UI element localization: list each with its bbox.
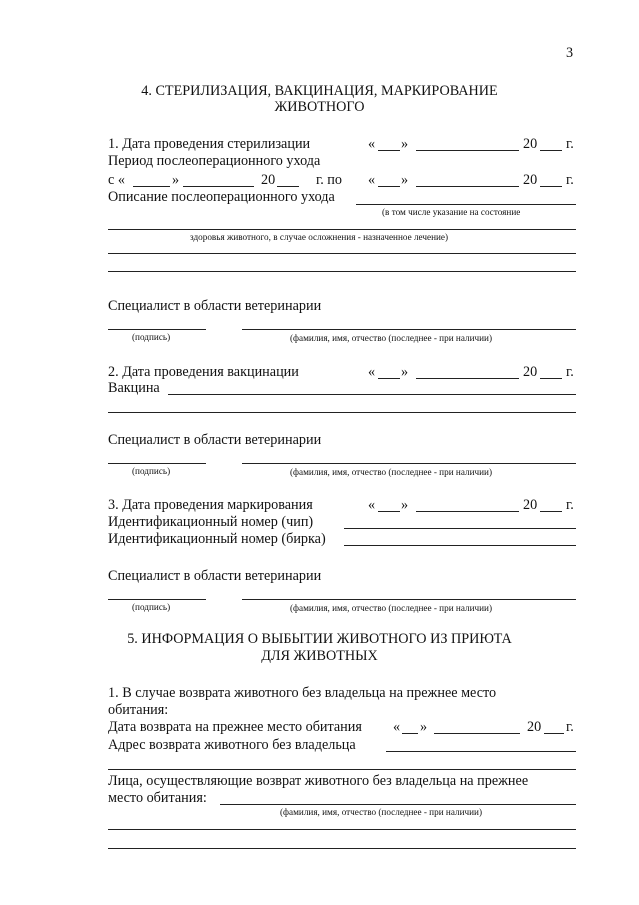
from-label: с « xyxy=(108,172,125,188)
persons-name-line[interactable] xyxy=(220,804,576,805)
close-quote: » xyxy=(401,364,409,380)
id-chip-label: Идентификационный номер (чип) xyxy=(108,514,314,530)
postop-description-line-2[interactable] xyxy=(108,229,576,230)
open-quote: « xyxy=(368,172,376,188)
return-address-line[interactable] xyxy=(386,751,576,752)
vaccine-line[interactable] xyxy=(168,394,576,395)
from-year-line[interactable] xyxy=(277,186,299,187)
year-prefix: 20 xyxy=(523,364,538,380)
close-quote: » xyxy=(172,172,180,188)
postop-period-label: Период послеоперационного ухода xyxy=(108,153,321,169)
postop-description-line-4[interactable] xyxy=(108,271,576,272)
return-text-line1: 1. В случае возврата животного без владельца на прежнее место xyxy=(108,685,497,701)
sterilization-date-label: 1. Дата проведения стерилизации xyxy=(108,136,311,152)
close-quote: » xyxy=(420,719,428,735)
day-line[interactable] xyxy=(378,378,400,379)
marking-date-label: 3. Дата проведения маркирования xyxy=(108,497,313,513)
month-line[interactable] xyxy=(416,150,519,151)
page-number: 3 xyxy=(566,45,574,61)
section4-title-line1: 4. СТЕРИЛИЗАЦИЯ, ВАКЦИНАЦИЯ, МАРКИРОВАНИЕ xyxy=(141,83,498,99)
vaccine-label: Вакцина xyxy=(108,380,160,396)
open-quote: « xyxy=(368,364,376,380)
persons-text-line1: Лица, осуществляющие возврат животного без владельца на прежнее xyxy=(108,773,529,789)
vet-specialist-label: Специалист в области ветеринарии xyxy=(108,432,322,448)
signature-hint: (подпись) xyxy=(132,602,171,612)
year-prefix: 20 xyxy=(261,172,276,188)
year-suffix: г. xyxy=(566,136,574,152)
open-quote: « xyxy=(368,497,376,513)
vaccination-date-label: 2. Дата проведения вакцинации xyxy=(108,364,299,380)
day-line[interactable] xyxy=(378,511,400,512)
year-suffix: г. xyxy=(566,172,574,188)
return-address-label: Адрес возврата животного без владельца xyxy=(108,737,356,753)
id-chip-line[interactable] xyxy=(344,528,576,529)
year-prefix: 20 xyxy=(523,172,538,188)
signature-line[interactable] xyxy=(108,463,206,464)
section5-title-line1: 5. ИНФОРМАЦИЯ О ВЫБЫТИИ ЖИВОТНОГО ИЗ ПРИЮТА xyxy=(127,631,512,647)
day-line[interactable] xyxy=(378,186,400,187)
year-line[interactable] xyxy=(540,150,562,151)
year-prefix: 20 xyxy=(523,136,538,152)
id-tag-line[interactable] xyxy=(344,545,576,546)
vet-specialist-label: Специалист в области ветеринарии xyxy=(108,568,322,584)
persons-line-3[interactable] xyxy=(108,848,576,849)
to-label: г. по xyxy=(316,172,342,188)
day-line[interactable] xyxy=(378,150,400,151)
full-name-hint: (фамилия, имя, отчество (последнее - при наличии) xyxy=(290,603,492,613)
year-line[interactable] xyxy=(540,186,562,187)
return-address-line-2[interactable] xyxy=(108,769,576,770)
postop-hint-line1: (в том числе указание на состояние xyxy=(382,207,521,217)
return-text-line2: обитания: xyxy=(108,702,169,718)
persons-text-line2: место обитания: xyxy=(108,790,207,806)
year-suffix: г. xyxy=(566,719,574,735)
from-month-line[interactable] xyxy=(183,186,254,187)
year-prefix: 20 xyxy=(523,497,538,513)
postop-description-line-3[interactable] xyxy=(108,253,576,254)
full-name-hint: (фамилия, имя, отчество (последнее - при наличии) xyxy=(290,467,492,477)
postop-hint-line2: здоровья животного, в случае осложнения - назначенное лечение) xyxy=(190,232,449,242)
vaccine-line-2[interactable] xyxy=(108,412,576,413)
section4-title-line2: ЖИВОТНОГО xyxy=(274,99,365,115)
year-line[interactable] xyxy=(540,378,562,379)
postop-description-line[interactable] xyxy=(356,204,576,205)
month-line[interactable] xyxy=(434,733,520,734)
signature-hint: (подпись) xyxy=(132,466,171,476)
full-name-line[interactable] xyxy=(242,329,576,330)
persons-line-2[interactable] xyxy=(108,829,576,830)
id-tag-label: Идентификационный номер (бирка) xyxy=(108,531,326,547)
section5-title-line2: ДЛЯ ЖИВОТНЫХ xyxy=(261,648,378,664)
year-suffix: г. xyxy=(566,497,574,513)
close-quote: » xyxy=(401,497,409,513)
year-prefix: 20 xyxy=(527,719,542,735)
open-quote: « xyxy=(368,136,376,152)
month-line[interactable] xyxy=(416,511,519,512)
full-name-line[interactable] xyxy=(242,599,576,600)
return-date-label: Дата возврата на прежнее место обитания xyxy=(108,719,362,735)
day-line[interactable] xyxy=(402,733,418,734)
open-quote: « xyxy=(393,719,401,735)
full-name-line[interactable] xyxy=(242,463,576,464)
from-day-line[interactable] xyxy=(133,186,170,187)
year-suffix: г. xyxy=(566,364,574,380)
year-line[interactable] xyxy=(540,511,562,512)
signature-line[interactable] xyxy=(108,599,206,600)
full-name-hint: (фамилия, имя, отчество (последнее - при наличии) xyxy=(290,333,492,343)
year-line[interactable] xyxy=(544,733,564,734)
month-line[interactable] xyxy=(416,378,519,379)
signature-line[interactable] xyxy=(108,329,206,330)
vet-specialist-label: Специалист в области ветеринарии xyxy=(108,298,322,314)
close-quote: » xyxy=(401,172,409,188)
close-quote: » xyxy=(401,136,409,152)
signature-hint: (подпись) xyxy=(132,332,171,342)
month-line[interactable] xyxy=(416,186,519,187)
persons-name-hint: (фамилия, имя, отчество (последнее - при наличии) xyxy=(280,807,482,817)
postop-description-label: Описание послеоперационного ухода xyxy=(108,189,335,205)
